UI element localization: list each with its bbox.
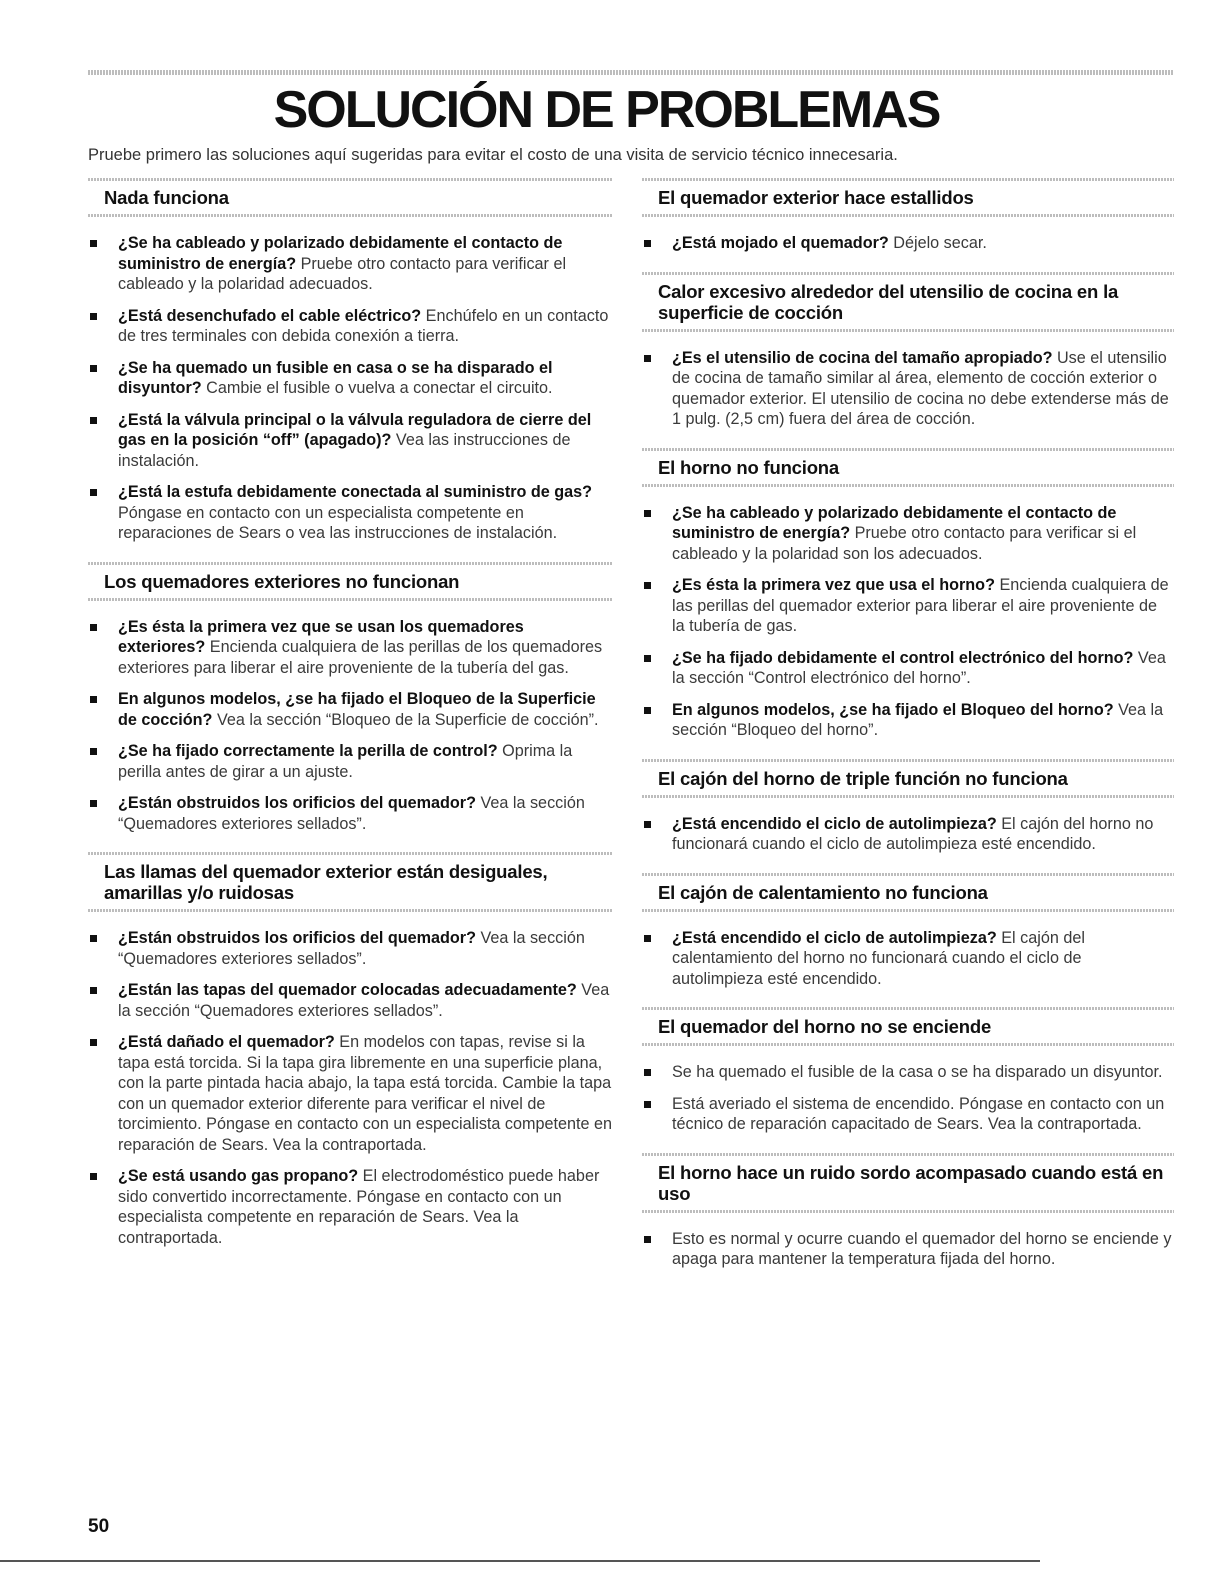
square-bullet-icon <box>644 935 651 942</box>
troubleshooting-section <box>642 759 1174 855</box>
square-bullet-icon <box>90 624 97 631</box>
page-number: 50 <box>88 1516 110 1537</box>
square-bullet-icon <box>644 821 651 828</box>
troubleshooting-section <box>88 178 613 544</box>
square-bullet-icon <box>90 365 97 372</box>
item-question: ¿Está dañado el quemador? <box>118 1033 335 1051</box>
list-item <box>642 575 1174 637</box>
item-question: ¿Está encendido el ciclo de autolimpieza? <box>672 814 997 833</box>
section-title: El horno no funciona <box>658 456 839 478</box>
item-list <box>642 928 1174 990</box>
section-header <box>88 852 613 912</box>
section-title: Las llamas del quemador exterior están desiguales, amarillas y/o ruidosas <box>104 861 548 903</box>
item-list <box>642 503 1174 741</box>
section-header <box>88 562 613 601</box>
item-list <box>88 928 613 1248</box>
page-title: SOLUCIÓN DE PROBLEMAS <box>273 81 940 139</box>
left-column <box>88 178 613 1266</box>
item-question: ¿Se ha cableado y polarizado debidamente el contacto de suministro de energía? <box>672 503 1117 542</box>
troubleshooting-section <box>642 1007 1174 1135</box>
right-column <box>642 178 1174 1288</box>
item-answer: Pruebe otro contacto para verificar el cableado y la polaridad adecuados. <box>118 254 567 293</box>
square-bullet-icon <box>644 707 651 714</box>
item-question: ¿Está la válvula principal o la válvula reguladora de cierre del gas en la posición “off” (apagado)? <box>118 410 592 449</box>
troubleshooting-section <box>88 562 613 835</box>
square-bullet-icon <box>90 748 97 755</box>
item-question: ¿Es ésta la primera vez que se usan los quemadores exteriores? <box>118 617 524 656</box>
item-answer: Vea las instrucciones de instalación. <box>118 431 571 470</box>
item-question: ¿Es ésta la primera vez que usa el horno? <box>672 576 995 594</box>
item-answer: Déjelo secar. <box>888 234 987 252</box>
square-bullet-icon <box>644 1069 651 1076</box>
item-answer: Vea la sección “Control electrónico del horno”. <box>672 648 1166 687</box>
item-question: En algunos modelos, ¿se ha fijado el Bloqueo de la Superficie de cocción? <box>118 690 596 729</box>
item-list <box>642 1062 1174 1135</box>
bottom-rule <box>0 1560 1040 1562</box>
item-question: ¿Se está usando gas propano? <box>118 1167 359 1185</box>
list-item <box>642 700 1174 741</box>
item-list <box>88 233 613 544</box>
item-answer: Cambie el fusible o vuelva a conectar el circuito. <box>201 379 553 397</box>
square-bullet-icon <box>644 582 651 589</box>
item-answer: El cajón del horno no funcionará cuando el ciclo de autolimpieza esté encendido. <box>672 814 1154 853</box>
list-item <box>88 689 613 730</box>
item-question: ¿Están las tapas del quemador colocadas adecuadamente? <box>118 981 577 999</box>
list-item <box>642 648 1174 689</box>
item-answer: Use el utensilio de cocina de tamaño similar al área, elemento de cocción exterior o quemador exterior. El utensilio de cocina no debe extenderse más de 1 pulg. (2,5 cm) fuera del área de cocción. <box>672 348 1169 428</box>
list-item <box>642 503 1174 565</box>
list-item <box>642 348 1174 430</box>
square-bullet-icon <box>644 1101 651 1108</box>
square-bullet-icon <box>90 935 97 942</box>
item-answer: Vea la sección “Quemadores exteriores sellados”. <box>118 981 610 1020</box>
section-header <box>642 873 1174 912</box>
item-question: ¿Están obstruidos los orificios del quemador? <box>118 794 476 812</box>
item-question: ¿Está encendido el ciclo de autolimpieza? <box>672 928 997 947</box>
troubleshooting-section <box>88 852 613 1248</box>
item-question: ¿Se ha fijado correctamente la perilla de control? <box>118 742 498 760</box>
square-bullet-icon <box>644 655 651 662</box>
item-answer: El cajón del calentamiento del horno no funcionará cuando el ciclo de autolimpieza esté encendido. <box>672 928 1085 988</box>
section-header <box>642 759 1174 798</box>
section-header <box>642 178 1174 217</box>
section-title: El quemador del horno no se enciende <box>658 1016 992 1037</box>
troubleshooting-section <box>642 448 1174 741</box>
top-rule <box>88 70 1173 75</box>
list-item <box>88 233 613 295</box>
square-bullet-icon <box>90 696 97 703</box>
item-answer: Encienda cualquiera de las perillas de los quemadores exteriores para liberar el aire proveniente de la tubería del gas. <box>118 638 603 677</box>
troubleshooting-section <box>642 272 1174 430</box>
item-list <box>642 1229 1174 1270</box>
troubleshooting-section <box>642 178 1174 254</box>
item-answer: El electrodoméstico puede haber sido convertido incorrectamente. Póngase en contacto con un especialista competente en reparación de Sears. Vea la contraportada. <box>118 1167 600 1247</box>
section-title: El cajón del horno de triple función no funciona <box>658 767 1068 789</box>
troubleshooting-section <box>642 1153 1174 1270</box>
list-item <box>642 928 1174 990</box>
square-bullet-icon <box>90 1173 97 1180</box>
item-answer: Vea la sección “Quemadores exteriores sellados”. <box>118 794 585 833</box>
item-answer: Vea la sección “Quemadores exteriores sellados”. <box>118 929 585 968</box>
list-item <box>88 980 613 1021</box>
list-item <box>88 793 613 834</box>
list-item <box>88 410 613 472</box>
item-question: ¿Está desenchufado el cable eléctrico? <box>118 306 422 325</box>
item-question: ¿Es el utensilio de cocina del tamaño apropiado? <box>672 348 1053 367</box>
section-title: El horno hace un ruido sordo acompasado cuando está en uso <box>658 1161 1164 1204</box>
item-list <box>642 348 1174 430</box>
item-question: ¿Está mojado el quemador? <box>672 234 889 252</box>
list-item <box>88 1166 613 1248</box>
item-answer: Está averiado el sistema de encendido. Póngase en contacto con un técnico de reparación capacitado de Sears. Vea la contraportada. <box>672 1094 1165 1133</box>
section-header <box>642 448 1174 487</box>
item-answer: Encienda cualquiera de las perillas del quemador exterior para liberar el aire proveniente de la tubería de gas. <box>672 576 1169 635</box>
item-question: ¿Se ha quemado un fusible en casa o se ha disparado el disyuntor? <box>118 358 553 397</box>
list-item <box>88 482 613 544</box>
list-item <box>88 928 613 969</box>
item-answer: Vea la sección “Bloqueo del horno”. <box>672 700 1164 739</box>
section-title: El cajón de calentamiento no funciona <box>658 881 988 903</box>
item-question: ¿Está la estufa debidamente conectada al suministro de gas? <box>118 483 593 501</box>
item-answer: Enchúfelo en un contacto de tres terminales con debida conexión a tierra. <box>118 306 609 345</box>
item-question: ¿Están obstruidos los orificios del quemador? <box>118 929 476 947</box>
section-title: Los quemadores exteriores no funcionan <box>104 570 460 592</box>
list-item <box>642 1062 1174 1083</box>
section-header <box>642 1007 1174 1046</box>
section-title: Nada funciona <box>104 187 229 208</box>
item-question: ¿Se ha cableado y polarizado debidamente el contacto de suministro de energía? <box>118 234 563 273</box>
troubleshooting-section <box>642 873 1174 990</box>
section-title: El quemador exterior hace estallidos <box>658 187 974 208</box>
square-bullet-icon <box>644 240 651 247</box>
list-item <box>642 1229 1174 1270</box>
square-bullet-icon <box>644 1236 651 1243</box>
item-list <box>642 233 1174 254</box>
square-bullet-icon <box>90 240 97 247</box>
square-bullet-icon <box>90 987 97 994</box>
item-list <box>642 814 1174 855</box>
section-title: Calor excesivo alrededor del utensilio de cocina en la superficie de cocción <box>658 280 1119 323</box>
list-item <box>88 358 613 399</box>
square-bullet-icon <box>90 313 97 320</box>
section-header <box>642 1153 1174 1213</box>
item-question: En algunos modelos, ¿se ha fijado el Bloqueo del horno? <box>672 700 1114 719</box>
list-item <box>88 1032 613 1155</box>
intro-text: Pruebe primero las soluciones aquí sugeridas para evitar el costo de una visita de servicio técnico innecesaria. <box>88 146 898 164</box>
section-header <box>88 178 613 217</box>
list-item <box>642 233 1174 254</box>
list-item <box>88 617 613 679</box>
square-bullet-icon <box>90 417 97 424</box>
section-header <box>642 272 1174 332</box>
item-answer: Esto es normal y ocurre cuando el quemador del horno se enciende y apaga para mantener la temperatura fijada del horno. <box>672 1229 1172 1268</box>
item-answer: Pruebe otro contacto para verificar si el cableado y la polaridad son los adecuados. <box>672 524 1137 563</box>
item-answer: Vea la sección “Bloqueo de la Superficie de cocción”. <box>212 710 599 729</box>
item-answer: Oprima la perilla antes de girar a un ajuste. <box>118 742 573 781</box>
list-item <box>88 306 613 347</box>
list-item <box>642 814 1174 855</box>
item-list <box>88 617 613 835</box>
list-item <box>88 741 613 782</box>
list-item <box>642 1094 1174 1135</box>
item-answer: En modelos con tapas, revise si la tapa está torcida. Si la tapa gira libremente en una superficie plana, con la parte pintada hacia abajo, la tapa está torcida. Cambie la tapa con un quemador exterior diferente para verificar el nivel de torcimiento. Póngase en contacto con un especialista competente en reparación de Sears. Vea la contraportada. <box>118 1033 613 1154</box>
square-bullet-icon <box>90 1039 97 1046</box>
item-question: ¿Se ha fijado debidamente el control electrónico del horno? <box>672 648 1134 667</box>
square-bullet-icon <box>644 355 651 362</box>
item-answer: Se ha quemado el fusible de la casa o se ha disparado un disyuntor. <box>672 1063 1163 1081</box>
square-bullet-icon <box>90 800 97 807</box>
square-bullet-icon <box>644 510 651 517</box>
square-bullet-icon <box>90 489 97 496</box>
item-answer: Póngase en contacto con un especialista competente en reparaciones de Sears o vea las instrucciones de instalación. <box>118 503 558 542</box>
